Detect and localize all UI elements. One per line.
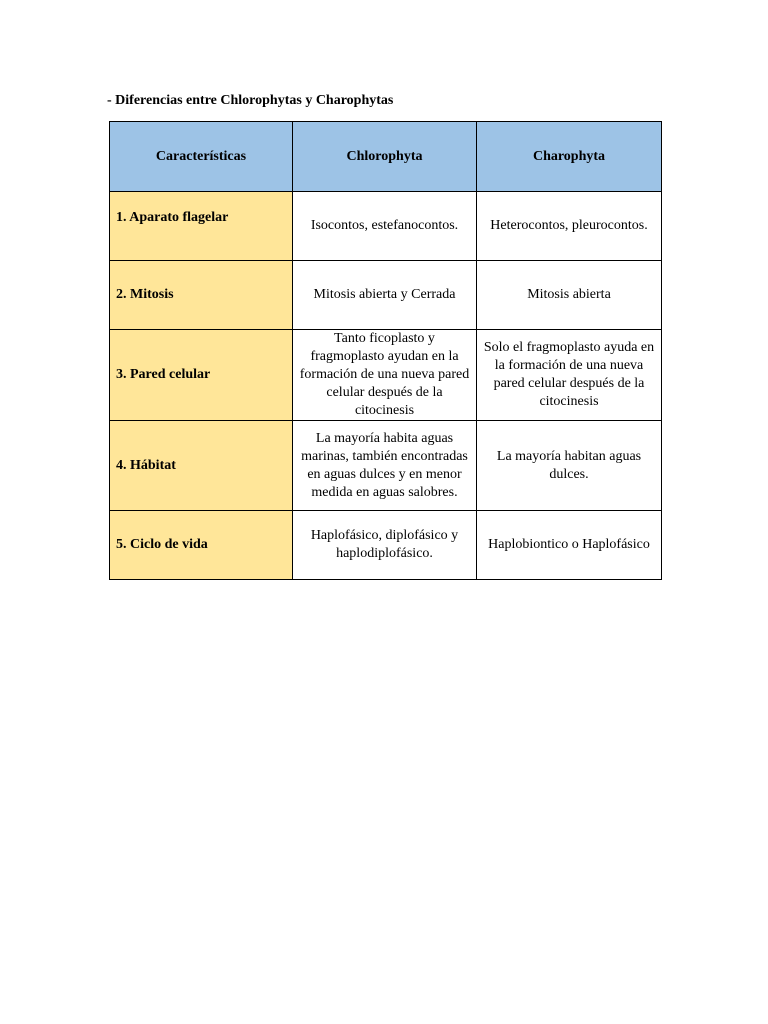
feature-cell: 4. Hábitat — [110, 421, 293, 511]
table-row — [110, 330, 662, 421]
chlorophyta-cell: Isocontos, estefanocontos. — [293, 192, 477, 261]
charophyta-cell: Heterocontos, pleurocontos. — [477, 192, 662, 261]
chlorophyta-cell: Tanto ficoplasto y fragmoplasto ayudan en la formación de una nueva pared celular después de la citocinesis — [293, 330, 477, 421]
feature-cell: 1. Aparato flagelar — [110, 192, 293, 261]
table-row — [110, 192, 662, 261]
header-charophyta: Charophyta — [477, 122, 662, 192]
comparison-table — [109, 121, 662, 580]
feature-cell: 3. Pared celular — [110, 330, 293, 421]
charophyta-cell: La mayoría habitan aguas dulces. — [477, 421, 662, 511]
table-row — [110, 421, 662, 511]
charophyta-cell: Haplobiontico o Haplofásico — [477, 511, 662, 580]
charophyta-cell: Solo el fragmoplasto ayuda en la formación de una nueva pared celular después de la citocinesis — [477, 330, 662, 421]
feature-cell: 2. Mitosis — [110, 261, 293, 330]
chlorophyta-cell: La mayoría habita aguas marinas, también encontradas en aguas dulces y en menor medida en aguas salobres. — [293, 421, 477, 511]
chlorophyta-cell: Haplofásico, diplofásico y haplodiplofásico. — [293, 511, 477, 580]
table-row — [110, 511, 662, 580]
charophyta-cell: Mitosis abierta — [477, 261, 662, 330]
table-row — [110, 261, 662, 330]
header-chlorophyta: Chlorophyta — [293, 122, 477, 192]
page-heading: - Diferencias entre Chlorophytas y Charophytas — [107, 93, 394, 108]
table-header-row — [110, 122, 662, 192]
header-caracteristicas: Características — [110, 122, 293, 192]
chlorophyta-cell: Mitosis abierta y Cerrada — [293, 261, 477, 330]
feature-cell: 5. Ciclo de vida — [110, 511, 293, 580]
